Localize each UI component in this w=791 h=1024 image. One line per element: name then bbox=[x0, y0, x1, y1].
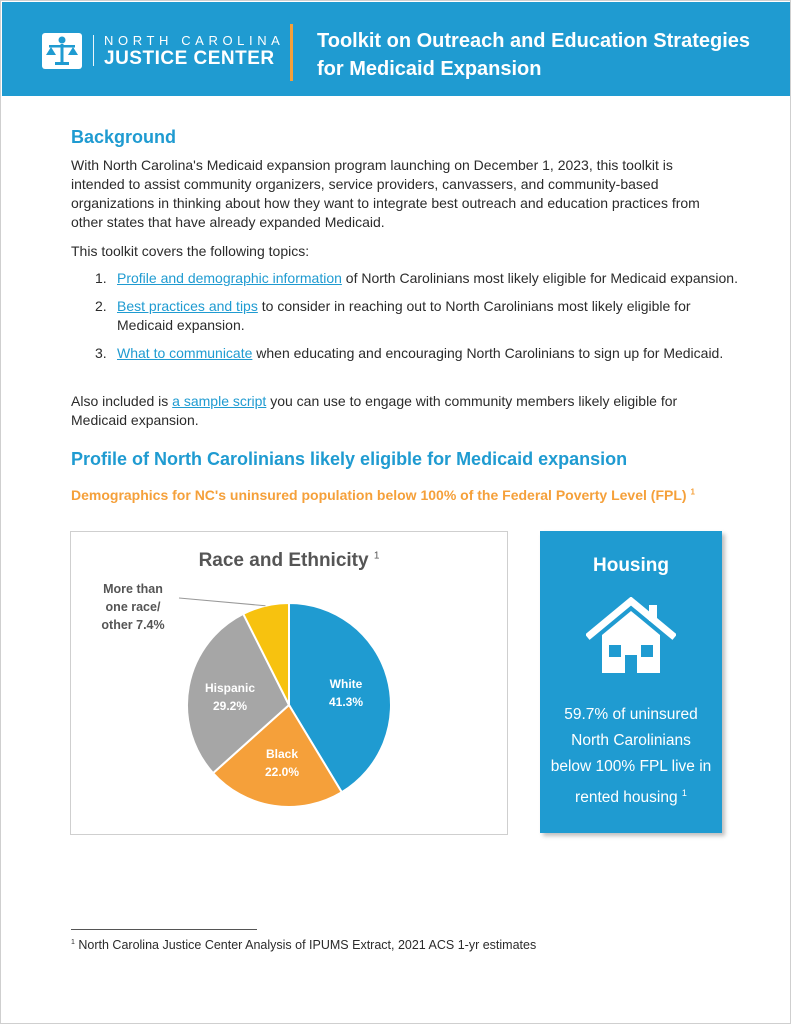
housing-callout bbox=[540, 531, 722, 833]
topics-list bbox=[95, 269, 745, 372]
list-item-text: of North Carolinians most likely eligible for Medicaid expansion. bbox=[341, 270, 738, 286]
list-item-text: to consider in reaching out to North Carolinians most likely eligible for Medicaid expansion. bbox=[117, 298, 691, 333]
list-number: 2. bbox=[95, 298, 107, 314]
slice-label-black bbox=[247, 745, 317, 781]
slice-category: Black bbox=[265, 747, 299, 761]
logo-text-bottom: JUSTICE CENTER bbox=[104, 48, 275, 69]
also-text-start: Also included is bbox=[71, 393, 173, 409]
footnote-text: North Carolina Justice Center Analysis of IPUMS Extract, 2021 ACS 1-yr estimates bbox=[78, 938, 537, 952]
outer-label-line: one race/ bbox=[105, 600, 161, 614]
list-item-text: when educating and encouraging North Carolinians to sign up for Medicaid. bbox=[252, 345, 724, 361]
footnote-mark: 1 bbox=[71, 938, 75, 946]
housing-note: 1 bbox=[681, 788, 687, 798]
race-ethnicity-chart bbox=[70, 531, 508, 835]
justice-center-logo[interactable] bbox=[42, 33, 285, 71]
logo-text-top: NORTH CAROLINA bbox=[104, 33, 285, 48]
header-divider bbox=[290, 24, 293, 81]
footnote-rule bbox=[71, 929, 257, 930]
list-number: 3. bbox=[95, 345, 107, 361]
profile-heading: Profile of North Carolinians likely eligible for Medicaid expansion bbox=[71, 449, 628, 469]
document-title: Toolkit on Outreach and Education Strategies for Medicaid Expansion bbox=[317, 30, 751, 80]
slice-value: 41.3% bbox=[328, 695, 364, 709]
footnote bbox=[71, 938, 536, 952]
also-text-end: you can use to engage with community members likely eligible for Medicaid expansion. bbox=[71, 393, 678, 428]
housing-stat-text: 59.7% of uninsured North Carolinians below 100% FPL live in rented housing bbox=[550, 706, 712, 807]
topics-intro: This toolkit covers the following topics: bbox=[71, 243, 310, 259]
sample-script-link[interactable]: a sample script bbox=[172, 393, 267, 409]
list-item bbox=[95, 297, 745, 335]
slice-category: Hispanic bbox=[204, 681, 255, 695]
demographics-subheading bbox=[71, 487, 695, 503]
profile-link[interactable]: Profile and demographic information bbox=[117, 270, 342, 286]
logo-separator bbox=[93, 35, 94, 66]
what-to-communicate-link[interactable]: What to communicate bbox=[117, 345, 253, 361]
pie-chart bbox=[71, 532, 507, 834]
background-intro: With North Carolina's Medicaid expansion program launching on December 1, 2023, this toolkit is intended to assist community organizers, service providers, canvassers, and community-based organizations in thinking about how they want to integrate best outreach and education practices from other states that have already expanded Medicaid. bbox=[71, 157, 700, 230]
slice-label-hispanic bbox=[191, 679, 269, 715]
slice-value: 29.2% bbox=[212, 699, 248, 713]
outer-label-line: other 7.4% bbox=[101, 618, 165, 632]
demographics-subheading-text: Demographics for NC's uninsured population below 100% of the Federal Poverty Level (FPL) bbox=[71, 487, 687, 503]
list-item bbox=[95, 344, 745, 363]
housing-title: Housing bbox=[593, 555, 669, 576]
slice-label-multiracial bbox=[87, 580, 179, 634]
outer-label-line: More than bbox=[103, 582, 163, 596]
chart-title-note: 1 bbox=[373, 550, 380, 562]
list-number: 1. bbox=[95, 270, 107, 286]
housing-stat bbox=[550, 702, 712, 811]
slice-label-white bbox=[311, 675, 381, 711]
list-item bbox=[95, 269, 745, 288]
sample-script-paragraph bbox=[71, 392, 726, 430]
chart-title-text: Race and Ethnicity bbox=[198, 550, 369, 571]
best-practices-link[interactable]: Best practices and tips bbox=[117, 298, 258, 314]
leader-line bbox=[179, 598, 265, 606]
justice-scales-icon bbox=[42, 33, 82, 69]
background-heading: Background bbox=[71, 127, 177, 147]
slice-category: White bbox=[329, 677, 363, 691]
slice-value: 22.0% bbox=[264, 765, 300, 779]
footnote-ref: 1 bbox=[690, 487, 695, 497]
house-icon bbox=[586, 597, 676, 677]
header-banner bbox=[2, 2, 790, 96]
